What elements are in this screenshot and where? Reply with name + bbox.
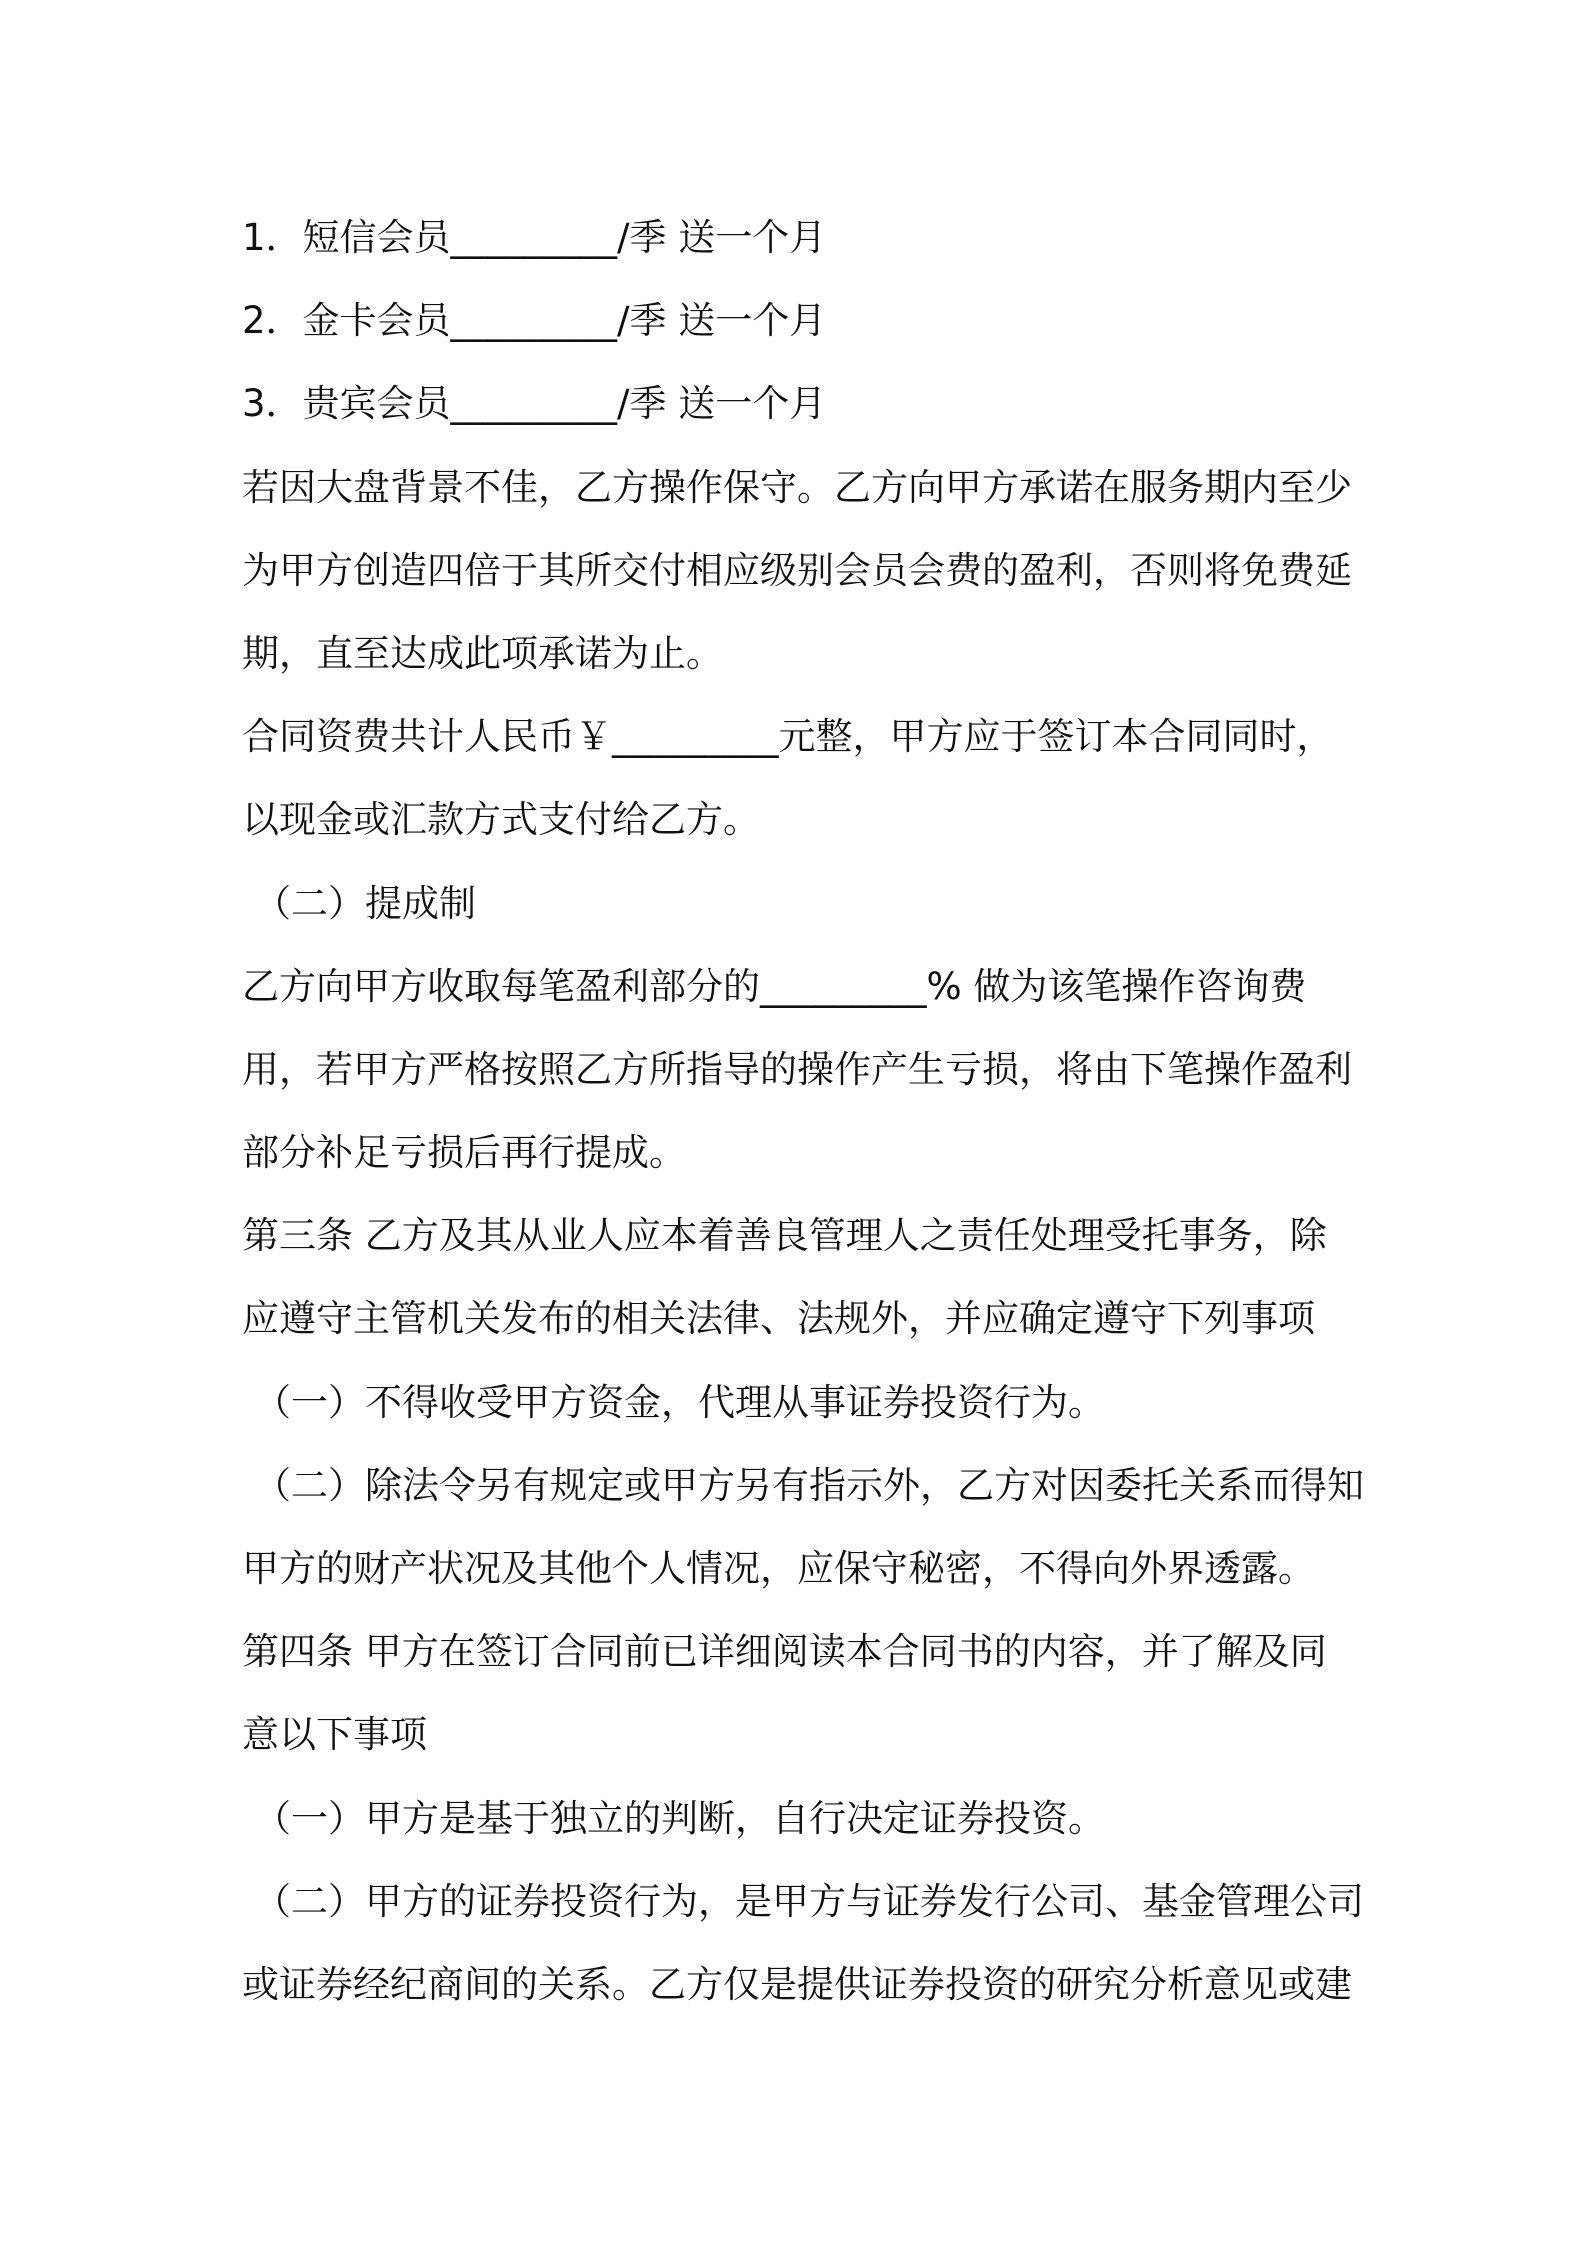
article-four-line: 意以下事项 — [242, 1713, 427, 1757]
paragraph-line: 期，直至达成此项承诺为止。 — [242, 631, 723, 675]
clause-item: （二）甲方的证券投资行为，是甲方与证券发行公司、基金管理公司 — [254, 1879, 1364, 1923]
fee-paragraph-line: 合同资费共计人民币￥_________元整，甲方应于签订本合同同时， — [242, 715, 1334, 759]
document-body — [242, 196, 1364, 2026]
section-heading-commission: （二）提成制 — [254, 881, 476, 925]
article-four-line: 第四条 甲方在签订合同前已详细阅读本合同书的内容，并了解及同 — [242, 1630, 1327, 1674]
paragraph-line: 甲方的财产状况及其他个人情况，应保守秘密，不得向外界透露。 — [242, 1547, 1315, 1590]
paragraph-line: 若因大盘背景不佳，乙方操作保守。乙方向甲方承诺在服务期内至少 — [242, 465, 1352, 509]
member-item-gold: 2．金卡会员_________/季 送一个月 — [242, 299, 827, 343]
paragraph-line: 部分补足亏损后再行提成。 — [242, 1131, 686, 1175]
article-three-line: 第三条 乙方及其从业人应本着善良管理人之责任处理受托事务，除 — [242, 1214, 1327, 1258]
paragraph-line: 为甲方创造四倍于其所交付相应级别会员会费的盈利，否则将免费延 — [242, 548, 1352, 592]
fee-paragraph-line: 以现金或汇款方式支付给乙方。 — [242, 798, 760, 842]
paragraph-line: 用，若甲方严格按照乙方所指导的操作产生亏损，将由下笔操作盈利 — [242, 1047, 1352, 1091]
member-item-sms: 1．短信会员_________/季 送一个月 — [242, 216, 827, 259]
clause-item: （一）不得收受甲方资金，代理从事证券投资行为。 — [254, 1380, 1105, 1424]
clause-item: （二）除法令另有规定或甲方另有指示外，乙方对因委托关系而得知 — [254, 1463, 1364, 1507]
member-item-vip: 3．贵宾会员_________/季 送一个月 — [242, 382, 827, 426]
clause-item: （一）甲方是基于独立的判断，自行决定证券投资。 — [254, 1796, 1105, 1840]
paragraph-line: 或证券经纪商间的关系。乙方仅是提供证券投资的研究分析意见或建 — [242, 1962, 1352, 2006]
article-three-line: 应遵守主管机关发布的相关法律、法规外，并应确定遵守下列事项 — [242, 1297, 1315, 1341]
paragraph-line: 乙方向甲方收取每笔盈利部分的_________% 做为该笔操作咨询费 — [242, 964, 1307, 1008]
